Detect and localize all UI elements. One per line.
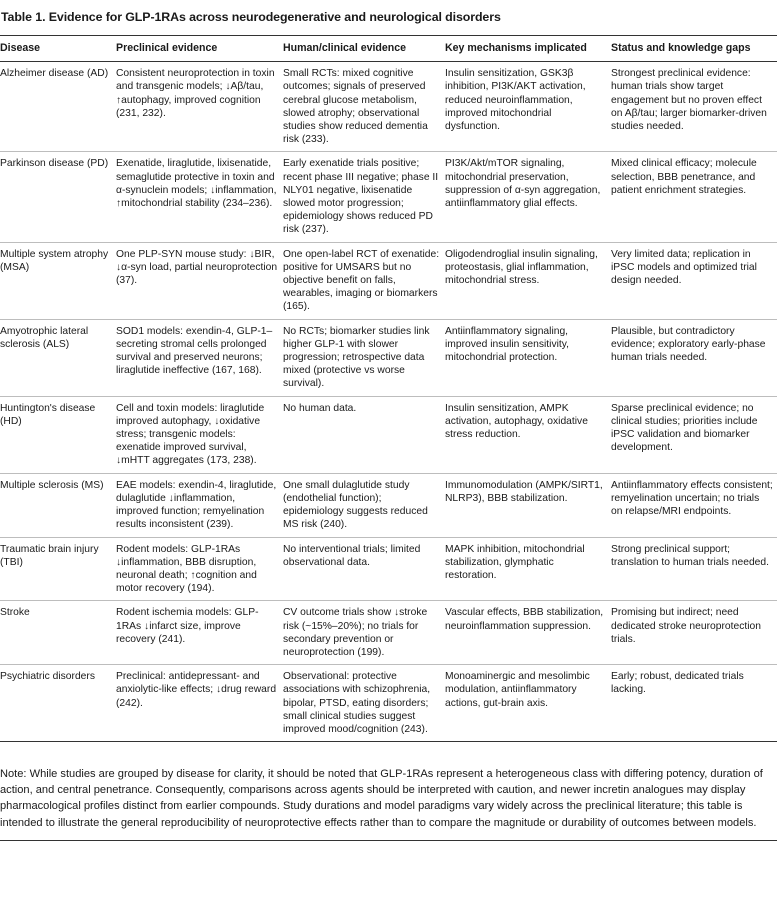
cell-preclinical: Cell and toxin models: liraglutide improved autophagy, ↓oxidative stress; transgenic models: exenatide improved survival, ↓mHTT aggregates (173, 238).	[116, 396, 283, 473]
table-row	[0, 152, 777, 242]
table-row	[0, 665, 777, 742]
header-disease: Disease	[0, 38, 116, 62]
cell-disease: Traumatic brain injury (TBI)	[0, 537, 116, 601]
cell-mechanisms: Vascular effects, BBB stabilization, neuroinflammation suppression.	[445, 601, 611, 665]
table-title: Table 1. Evidence for GLP-1RAs across neurodegenerative and neurological disorders	[1, 10, 501, 24]
cell-status: Antiinflammatory effects consistent; remyelination uncertain; no trials on relapse/MRI endpoints.	[611, 473, 777, 537]
table-row	[0, 473, 777, 537]
cell-disease: Stroke	[0, 601, 116, 665]
cell-mechanisms: Insulin sensitization, AMPK activation, autophagy, oxidative stress reduction.	[445, 396, 611, 473]
cell-status: Very limited data; replication in iPSC models and optimized trial design needed.	[611, 242, 777, 319]
cell-preclinical: EAE models: exendin-4, liraglutide, dulaglutide ↓inflammation, improved function; remyelination results inconsistent (239).	[116, 473, 283, 537]
cell-preclinical: Exenatide, liraglutide, lixisenatide, semaglutide protective in toxin and α-synuclein models; ↓inflammation, ↑mitochondrial stability (234–236).	[116, 152, 283, 242]
cell-disease: Psychiatric disorders	[0, 665, 116, 742]
cell-preclinical: Preclinical: antidepressant- and anxiolytic-like effects; ↓drug reward (242).	[116, 665, 283, 742]
cell-status: Promising but indirect; need dedicated stroke neuroprotection trials.	[611, 601, 777, 665]
header-status: Status and knowledge gaps	[611, 38, 777, 62]
cell-preclinical: SOD1 models: exendin-4, GLP-1–secreting stromal cells prolonged survival and preserved neurons; liraglutide ineffective (167, 168).	[116, 319, 283, 396]
cell-clinical: One small dulaglutide study (endothelial function); epidemiology suggests reduced MS risk (240).	[283, 473, 445, 537]
cell-status: Plausible, but contradictory evidence; exploratory early-phase human trials needed.	[611, 319, 777, 396]
cell-status: Mixed clinical efficacy; molecule selection, BBB penetrance, and patient enrichment strategies.	[611, 152, 777, 242]
cell-status: Sparse preclinical evidence; no clinical studies; priorities include iPSC validation and biomarker development.	[611, 396, 777, 473]
header-preclinical: Preclinical evidence	[116, 38, 283, 62]
top-rule	[0, 35, 777, 36]
cell-clinical: CV outcome trials show ↓stroke risk (~15%–20%); no trials for secondary prevention or neuroprotection (199).	[283, 601, 445, 665]
header-clinical: Human/clinical evidence	[283, 38, 445, 62]
table-row	[0, 601, 777, 665]
cell-disease: Amyotrophic lateral sclerosis (ALS)	[0, 319, 116, 396]
table-row	[0, 396, 777, 473]
bottom-rule	[0, 840, 777, 841]
cell-preclinical: Rodent models: GLP-1RAs ↓inflammation, BBB disruption, neuronal death; ↑cognition and motor recovery (194).	[116, 537, 283, 601]
table-row	[0, 62, 777, 152]
cell-mechanisms: Insulin sensitization, GSK3β inhibition, PI3K/AKT activation, reduced neuroinflammation, improved mitochondrial dysfunction.	[445, 62, 611, 152]
cell-status: Strong preclinical support; translation to human trials needed.	[611, 537, 777, 601]
cell-mechanisms: PI3K/Akt/mTOR signaling, mitochondrial preservation, suppression of α-syn aggregation, antiinflammatory glial effects.	[445, 152, 611, 242]
cell-disease: Alzheimer disease (AD)	[0, 62, 116, 152]
cell-status: Strongest preclinical evidence: human trials show target engagement but no proven effect on Aβ/tau; larger biomarker-driven studies needed.	[611, 62, 777, 152]
cell-disease: Parkinson disease (PD)	[0, 152, 116, 242]
cell-clinical: One open-label RCT of exenatide: positive for UMSARS but no objective benefit on falls, wearables, imaging or biomarkers (165).	[283, 242, 445, 319]
cell-preclinical: One PLP-SYN mouse study: ↓BIR, ↓α-syn load, partial neuroprotection (37).	[116, 242, 283, 319]
cell-preclinical: Consistent neuroprotection in toxin and transgenic models; ↓Aβ/tau, ↑autophagy, improved cognition (231, 232).	[116, 62, 283, 152]
cell-disease: Multiple sclerosis (MS)	[0, 473, 116, 537]
cell-mechanisms: Monoaminergic and mesolimbic modulation, antiinflammatory actions, gut-brain axis.	[445, 665, 611, 742]
cell-clinical: No RCTs; biomarker studies link higher GLP-1 with slower progression; retrospective data mixed (protective vs worse survival).	[283, 319, 445, 396]
cell-disease: Huntington's disease (HD)	[0, 396, 116, 473]
cell-mechanisms: Immunomodulation (AMPK/SIRT1, NLRP3), BBB stabilization.	[445, 473, 611, 537]
cell-clinical: Early exenatide trials positive; recent phase III negative; phase II NLY01 negative, lixisenatide slowed motor progression; epidemiology shows reduced PD risk (237).	[283, 152, 445, 242]
table-row	[0, 319, 777, 396]
table-row	[0, 537, 777, 601]
cell-clinical: No interventional trials; limited observational data.	[283, 537, 445, 601]
cell-mechanisms: Antiinflammatory signaling, improved insulin sensitivity, mitochondrial protection.	[445, 319, 611, 396]
cell-clinical: Observational: protective associations with schizophrenia, bipolar, PTSD, eating disorders; small clinical studies suggest improved mood/cognition (243).	[283, 665, 445, 742]
evidence-table	[0, 38, 777, 742]
cell-preclinical: Rodent ischemia models: GLP-1RAs ↓infarct size, improve recovery (241).	[116, 601, 283, 665]
table-footnote: Note: While studies are grouped by disease for clarity, it should be noted that GLP-1RAs represent a heterogeneous class with differing potency, duration of action, and central penetrance. Consequently, comparisons across agents should be interpreted with caution, and newer incretin analogues may display pharmacological profiles distinct from earlier compounds. Study durations and model paradigms vary widely across the preclinical literature; this table is intended to illustrate the general reproducibility of neuroprotective effects rather than to compare the magnitude or durability of outcomes between models.	[0, 768, 763, 829]
header-mechanisms: Key mechanisms implicated	[445, 38, 611, 62]
cell-clinical: No human data.	[283, 396, 445, 473]
cell-status: Early; robust, dedicated trials lacking.	[611, 665, 777, 742]
cell-mechanisms: Oligodendroglial insulin signaling, proteostasis, glial inflammation, mitochondrial stress.	[445, 242, 611, 319]
table-row	[0, 242, 777, 319]
cell-clinical: Small RCTs: mixed cognitive outcomes; signals of preserved cerebral glucose metabolism, slowed atrophy; observational studies show reduced dementia risk (233).	[283, 62, 445, 152]
cell-mechanisms: MAPK inhibition, mitochondrial stabilization, glymphatic restoration.	[445, 537, 611, 601]
header-row	[0, 38, 777, 62]
cell-disease: Multiple system atrophy (MSA)	[0, 242, 116, 319]
